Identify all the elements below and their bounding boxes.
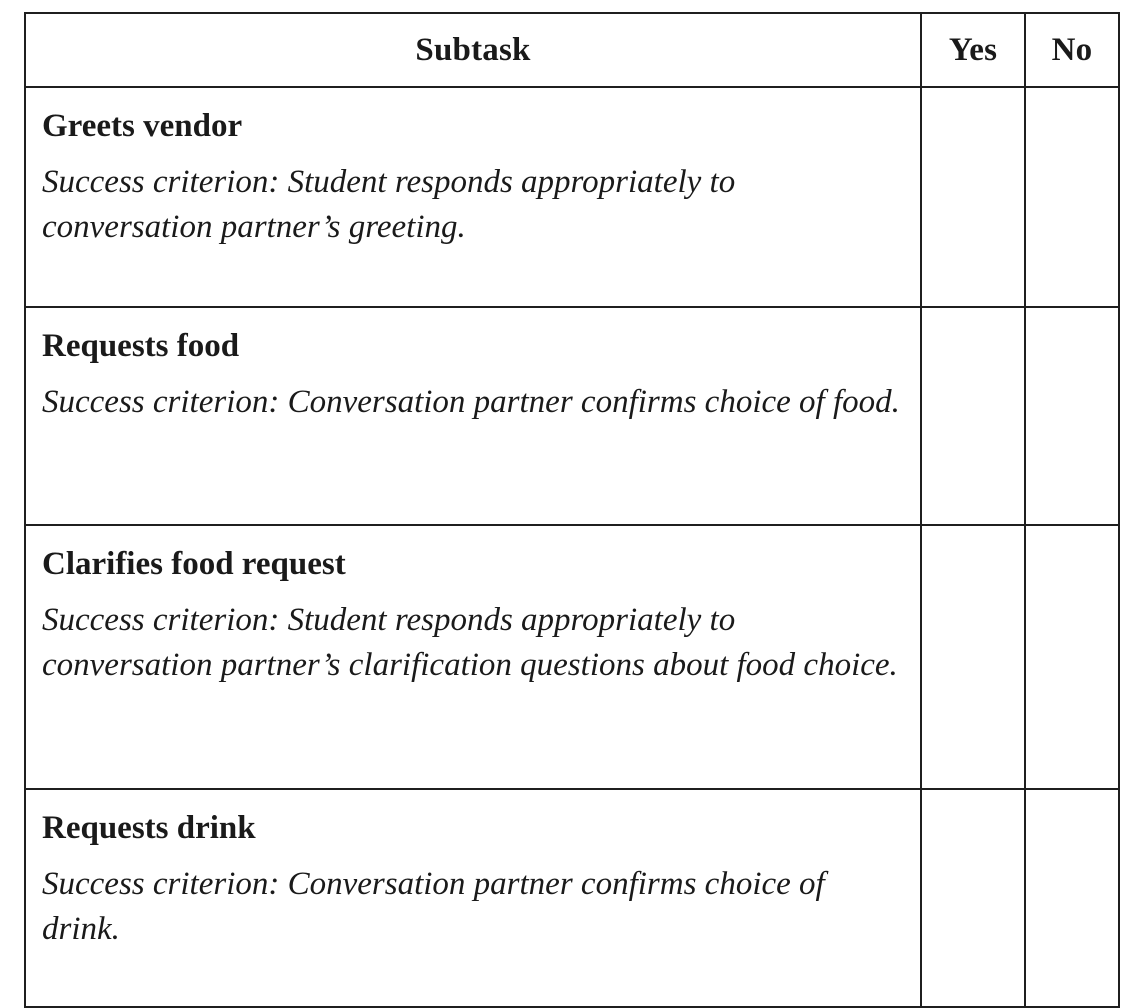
success-criterion: Success criterion: Conversation partner confirms choice of drink. — [42, 866, 825, 947]
subtask-title: Requests drink — [42, 810, 256, 846]
no-check-cell[interactable] — [1025, 789, 1119, 1007]
yes-check-cell[interactable] — [921, 87, 1025, 307]
no-header: No — [1025, 13, 1119, 87]
yes-check-cell[interactable] — [921, 789, 1025, 1007]
yes-check-cell[interactable] — [921, 525, 1025, 789]
yes-header: Yes — [921, 13, 1025, 87]
no-check-cell[interactable] — [1025, 87, 1119, 307]
table-row — [25, 307, 1119, 525]
success-criterion: Success criterion: Student responds appropriately to conversation partner’s greeting. — [42, 164, 736, 245]
success-criterion: Success criterion: Conversation partner confirms choice of food. — [42, 384, 900, 420]
subtask-cell — [25, 789, 921, 1007]
subtask-cell — [25, 307, 921, 525]
table-row — [25, 789, 1119, 1007]
subtask-cell — [25, 525, 921, 789]
subtask-header: Subtask — [25, 13, 921, 87]
success-criterion: Success criterion: Student responds appropriately to conversation partner’s clarification questions about food choice. — [42, 602, 898, 683]
subtask-title: Clarifies food request — [42, 546, 346, 582]
subtask-title: Requests food — [42, 328, 240, 364]
table-row — [25, 525, 1119, 789]
subtask-checklist-table — [24, 12, 1120, 1008]
subtask-title: Greets vendor — [42, 108, 243, 144]
table-row — [25, 87, 1119, 307]
subtask-cell — [25, 87, 921, 307]
no-check-cell[interactable] — [1025, 307, 1119, 525]
no-check-cell[interactable] — [1025, 525, 1119, 789]
header-row — [25, 13, 1119, 87]
yes-check-cell[interactable] — [921, 307, 1025, 525]
